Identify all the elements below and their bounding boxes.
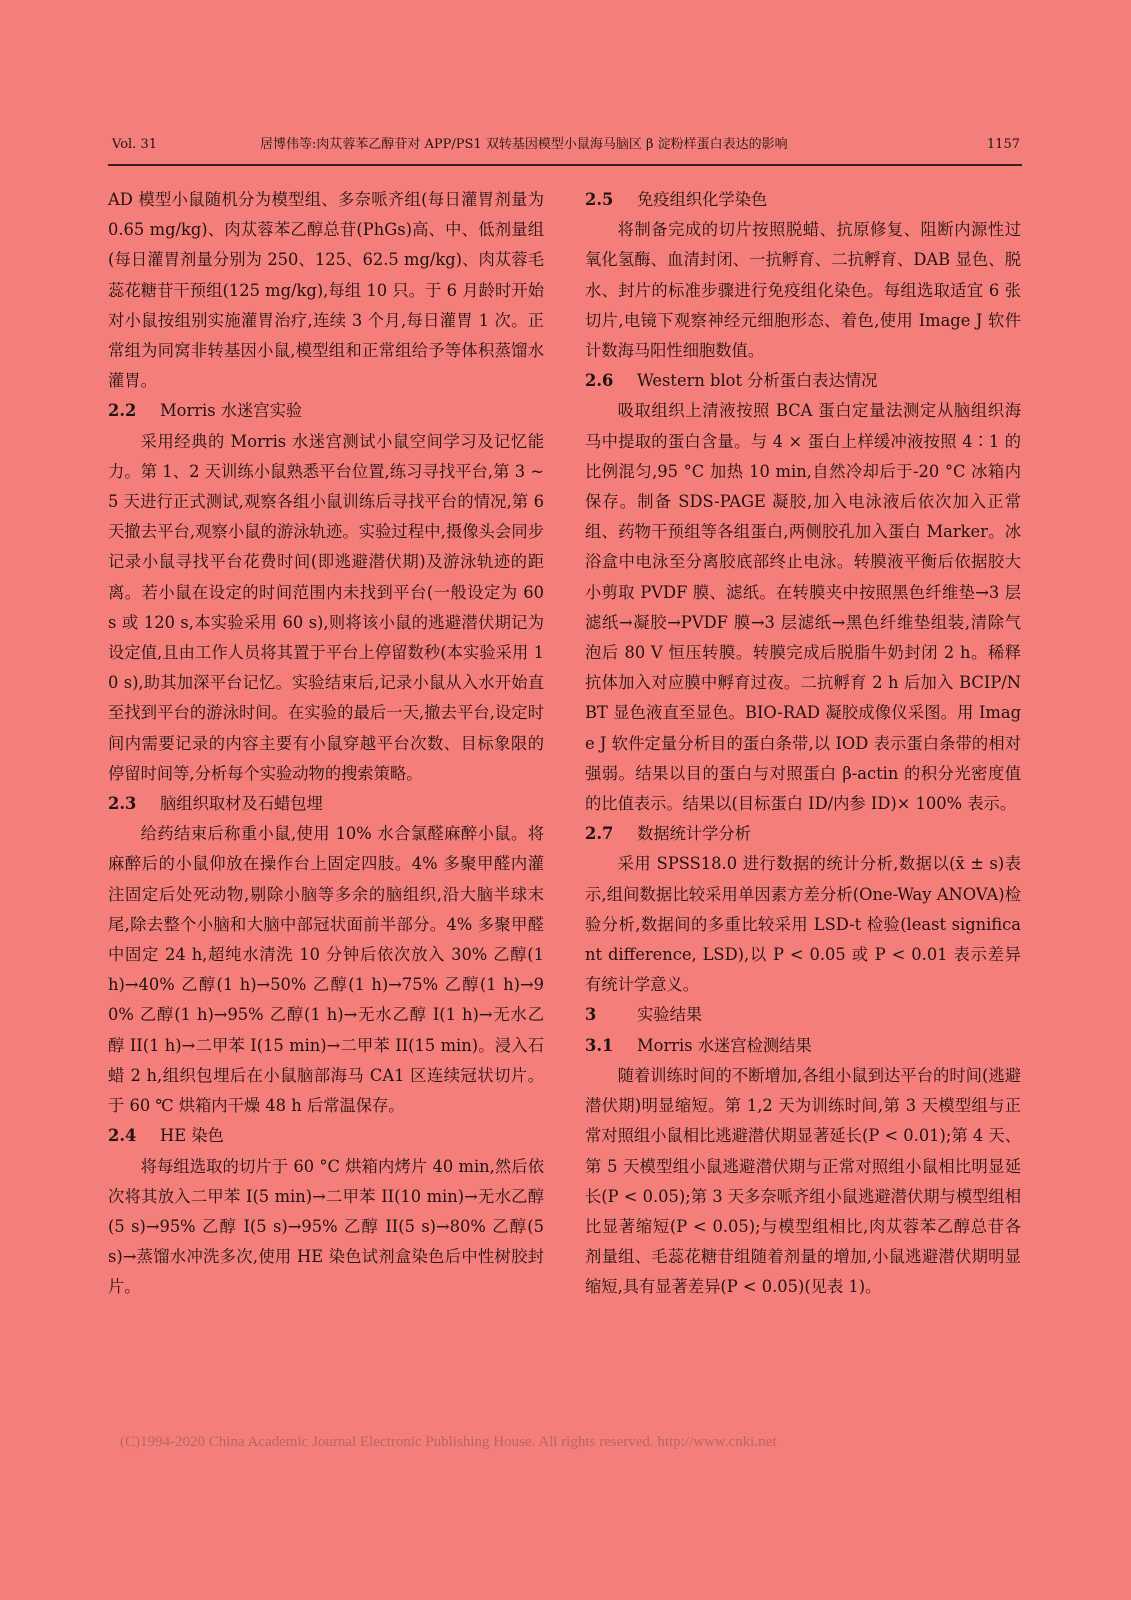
section-number: 2.4	[108, 1126, 137, 1146]
header-rule	[108, 164, 1022, 166]
running-header	[112, 133, 1020, 157]
paragraph-2-5: 将制备完成的切片按照脱蜡、抗原修复、阻断内源性过氧化氢酶、血清封闭、一抗孵育、二抗孵育、DAB 显色、脱水、封片的标准步骤进行免疫组化染色。每组选取适宜 6 张切片,电镜下观察神经元细胞形态、着色,使用 Image J 软件计数海马阳性细胞数值。	[585, 220, 1021, 361]
section-heading-2-5	[585, 185, 1021, 215]
copyright-watermark: (C)1994-2020 China Academic Journal Electronic Publishing House. All rights reserved. http://www.cnki.net	[120, 1434, 777, 1450]
paragraph-2-4: 将每组选取的切片于 60 °C 烘箱内烤片 40 min,然后依次将其放入二甲苯 I(5 min)→二甲苯 II(10 min)→无水乙醇(5 s)→95% 乙醇 I(5 s)→95% 乙醇 II(5 s)→80% 乙醇(5 s)→蒸馏水冲洗多次,使用 HE 染色试剂盒染色后中性树胶封片。	[108, 1156, 544, 1297]
section-title: 实验结果	[637, 1005, 703, 1025]
section-title: 数据统计学分析	[637, 824, 751, 844]
section-title: Morris 水迷宫检测结果	[637, 1035, 812, 1055]
section-title: HE 染色	[160, 1126, 224, 1146]
section-number: 2.3	[108, 794, 137, 814]
section-number: 3	[585, 1005, 597, 1025]
paragraph-3-1: 随着训练时间的不断增加,各组小鼠到达平台的时间(逃避潜伏期)明显缩短。第 1,2 天为训练时间,第 3 天模型组与正常对照组小鼠相比逃避潜伏期显著延长(P < 0.01);第 4 天、第 5 天模型组小鼠逃避潜伏期与正常对照组小鼠相比明显延长(P < 0.05);第 3 天多奈哌齐组小鼠逃避潜伏期与模型组相比显著缩短(P < 0.05);与模型组相比,肉苁蓉苯乙醇总苷各剂量组、毛蕊花糖苷组随着剂量的增加,小鼠逃避潜伏期明显缩短,具有显著差异(P < 0.05)(见表 1)。	[585, 1065, 1021, 1297]
section-title: Morris 水迷宫实验	[160, 401, 303, 421]
section-heading-3-1	[585, 1031, 1021, 1061]
paragraph-2-7: 采用 SPSS18.0 进行数据的统计分析,数据以(x̄ ± s)表示,组间数据比较采用单因素方差分析(One-Way ANOVA)检验分析,数据间的多重比较采用 LSD-t 检验(least significant difference, LSD),以 P < 0.05 或 P < 0.01 表示差异有统计学意义。	[585, 854, 1021, 995]
volume-label: Vol. 31	[112, 137, 157, 152]
right-column	[585, 185, 1021, 1303]
section-heading-2-4	[108, 1121, 544, 1151]
section-number: 2.6	[585, 371, 614, 391]
section-number: 2.2	[108, 401, 137, 421]
left-column	[108, 185, 544, 1303]
section-number: 2.5	[585, 190, 614, 209]
section-number: 3.1	[585, 1035, 614, 1055]
paragraph-2-6: 吸取组织上清液按照 BCA 蛋白定量法测定从脑组织海马中提取的蛋白含量。与 4 × 蛋白上样缓冲液按照 4∶1 的比例混匀,95 °C 加热 10 min,自然冷却后于-20 °C 冰箱内保存。制备 SDS-PAGE 凝胶,加入电泳液后依次加入正常组、药物干预组等各组蛋白,两侧胶孔加入蛋白 Marker。冰浴盒中电泳至分离胶底部终止电泳。转膜液平衡后依据胶大小剪取 PVDF 膜、滤纸。在转膜夹中按照黑色纤维垫→3 层滤纸→凝胶→PVDF 膜→3 层滤纸→黑色纤维垫组装,清除气泡后 80 V 恒压转膜。转膜完成后脱脂牛奶封闭 2 h。稀释抗体加入对应膜中孵育过夜。二抗孵育 2 h 后加入 BCIP/NBT 显色液直至显色。BIO-RAD 凝胶成像仪采图。用 Image J 软件定量分析目的蛋白条带,以 IOD 表示蛋白条带的相对强弱。结果以目的蛋白与对照蛋白 β-actin 的积分光密度值的比值表示。结果以(目标蛋白 ID/内参 ID)× 100% 表示。	[585, 401, 1021, 814]
page-number: 1157	[986, 137, 1020, 152]
section-number: 2.7	[585, 824, 614, 844]
section-heading-2-3	[108, 789, 544, 819]
paragraph-2-1-continued: AD 模型小鼠随机分为模型组、多奈哌齐组(每日灌胃剂量为 0.65 mg/kg)、肉苁蓉苯乙醇总苷(PhGs)高、中、低剂量组(每日灌胃剂量分别为 250、125、62.5 mg/kg)、肉苁蓉毛蕊花糖苷干预组(125 mg/kg),每组 10 只。于 6 月龄时开始对小鼠按组别实施灌胃治疗,连续 3 个月,每日灌胃 1 次。正常组为同窝非转基因小鼠,模型组和正常组给予等体积蒸馏水灌胃。	[108, 190, 544, 391]
paragraph-2-3: 给药结束后称重小鼠,使用 10% 水合氯醛麻醉小鼠。将麻醉后的小鼠仰放在操作台上固定四肢。4% 多聚甲醛内灌注固定后处死动物,剔除小脑等多余的脑组织,沿大脑半球末尾,除去整个小脑和大脑中部冠状面前半部分。4% 多聚甲醛中固定 24 h,超纯水清洗 10 分钟后依次放入 30% 乙醇(1 h)→40% 乙醇(1 h)→50% 乙醇(1 h)→75% 乙醇(1 h)→90% 乙醇(1 h)→95% 乙醇(1 h)→无水乙醇 I(1 h)→无水乙醇 II(1 h)→二甲苯 I(15 min)→二甲苯 II(15 min)。浸入石蜡 2 h,组织包埋后在小鼠脑部海马 CA1 区连续冠状切片。于 60 ℃ 烘箱内干燥 48 h 后常温保存。	[108, 824, 544, 1116]
section-heading-3	[585, 1000, 1021, 1030]
section-title: 脑组织取材及石蜡包埋	[160, 794, 323, 814]
section-title: 免疫组织化学染色	[637, 190, 768, 209]
section-heading-2-2	[108, 396, 544, 426]
section-title: Western blot 分析蛋白表达情况	[637, 371, 878, 391]
running-title: 居博伟等:肉苁蓉苯乙醇苷对 APP/PS1 双转基因模型小鼠海马脑区 β 淀粉样蛋白表达的影响	[260, 137, 788, 152]
section-heading-2-7	[585, 819, 1021, 849]
section-heading-2-6	[585, 366, 1021, 396]
paragraph-2-2: 采用经典的 Morris 水迷宫测试小鼠空间学习及记忆能力。第 1、2 天训练小鼠熟悉平台位置,练习寻找平台,第 3 ~ 5 天进行正式测试,观察各组小鼠训练后寻找平台的情况,第 6 天撤去平台,观察小鼠的游泳轨迹。实验过程中,摄像头会同步记录小鼠寻找平台花费时间(即逃避潜伏期)及游泳轨迹的距离。若小鼠在设定的时间范围内未找到平台(一般设定为 60 s 或 120 s,本实验采用 60 s),则将该小鼠的逃避潜伏期记为设定值,且由工作人员将其置于平台上停留数秒(本实验采用 10 s),助其加深平台记忆。实验结束后,记录小鼠从入水开始直至找到平台的游泳时间。在实验的最后一天,撤去平台,设定时间内需要记录的内容主要有小鼠穿越平台次数、目标象限的停留时间等,分析每个实验动物的搜索策略。	[108, 431, 544, 783]
